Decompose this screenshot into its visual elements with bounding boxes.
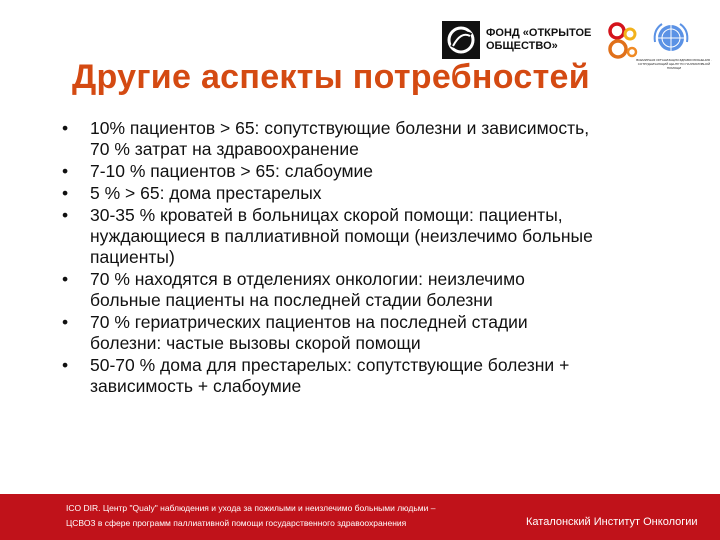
slide-title: Другие аспекты потребностей [72,58,590,96]
bullet-marker: • [62,183,69,203]
bullet-list [62,118,692,398]
bullet-text-line: 5 % > 65: дома престарелых [90,183,322,203]
foundation-name-line1: ФОНД «ОТКРЫТОЕ [486,27,592,39]
bullet-text-line: 30-35 % кроватей в больницах скорой помощи: пациенты, [90,205,563,225]
bullet-text-line: 70 % гериатрических пациентов на последней стадии [90,312,528,332]
bullet-marker: • [62,355,69,375]
footer-line-2: ЦСВОЗ в сфере программ паллиативной помощи государственного здравоохранения [66,518,407,528]
foundation-name-line2: ОБЩЕСТВО» [486,40,558,52]
bullet-text-line: 70 % затрат на здравоохранение [90,139,359,159]
foundation-logo [442,18,598,62]
bullet-item [62,118,692,160]
foundation-name [486,27,591,53]
bullet-text-line: 70 % находятся в отделениях онкологии: неизлечимо [90,269,525,289]
institute-name: Каталонский Институт Онкологии [526,516,698,528]
bullet-text-line: нуждающиеся в паллиативной помощи (неизлечимо больные [90,226,593,246]
bullet-marker: • [62,205,69,225]
bullet-text-line: 50-70 % дома для престарелых: сопутствующие болезни + [90,355,570,375]
bullet-text-line: пациенты) [90,247,175,267]
un-caption: ВСЕМИРНАЯ ОРГАНИЗАЦИЯ ЗДРАВООХРАНЕНИЯ · СОТРУДНИЧАЮЩИЙ ЦЕНТР ПО ПАЛЛИАТИВНОЙ ПОМОЩИ [636,58,712,70]
bullet-item [62,355,692,397]
bullet-item [62,161,692,182]
bullet-marker: • [62,312,69,332]
bullet-item [62,269,692,311]
footer-credits [66,501,506,531]
bullet-text-line: зависимость + слабоумие [90,376,302,396]
footer-line-1: ICO DIR. Центр "Qualy" наблюдения и ухода за пожилыми и неизлечимо больными людьми – [66,503,436,513]
bullet-item [62,205,692,268]
bullet-marker: • [62,269,69,289]
bullet-text-line: больные пациенты на последней стадии болезни [90,290,493,310]
un-emblem-icon [650,20,692,58]
bullet-item [62,183,692,204]
bullet-text-line: болезни: частые вызовы скорой помощи [90,333,421,353]
circles-logo-icon [606,22,638,62]
footer-bar [0,494,720,540]
bullet-item [62,312,692,354]
bullet-text-line: 10% пациентов > 65: сопутствующие болезни и зависимость, [90,118,590,138]
foundation-logo-icon [442,21,480,59]
bullet-marker: • [62,161,69,181]
bullet-marker: • [62,118,69,138]
bullet-text-line: 7-10 % пациентов > 65: слабоумие [90,161,374,181]
